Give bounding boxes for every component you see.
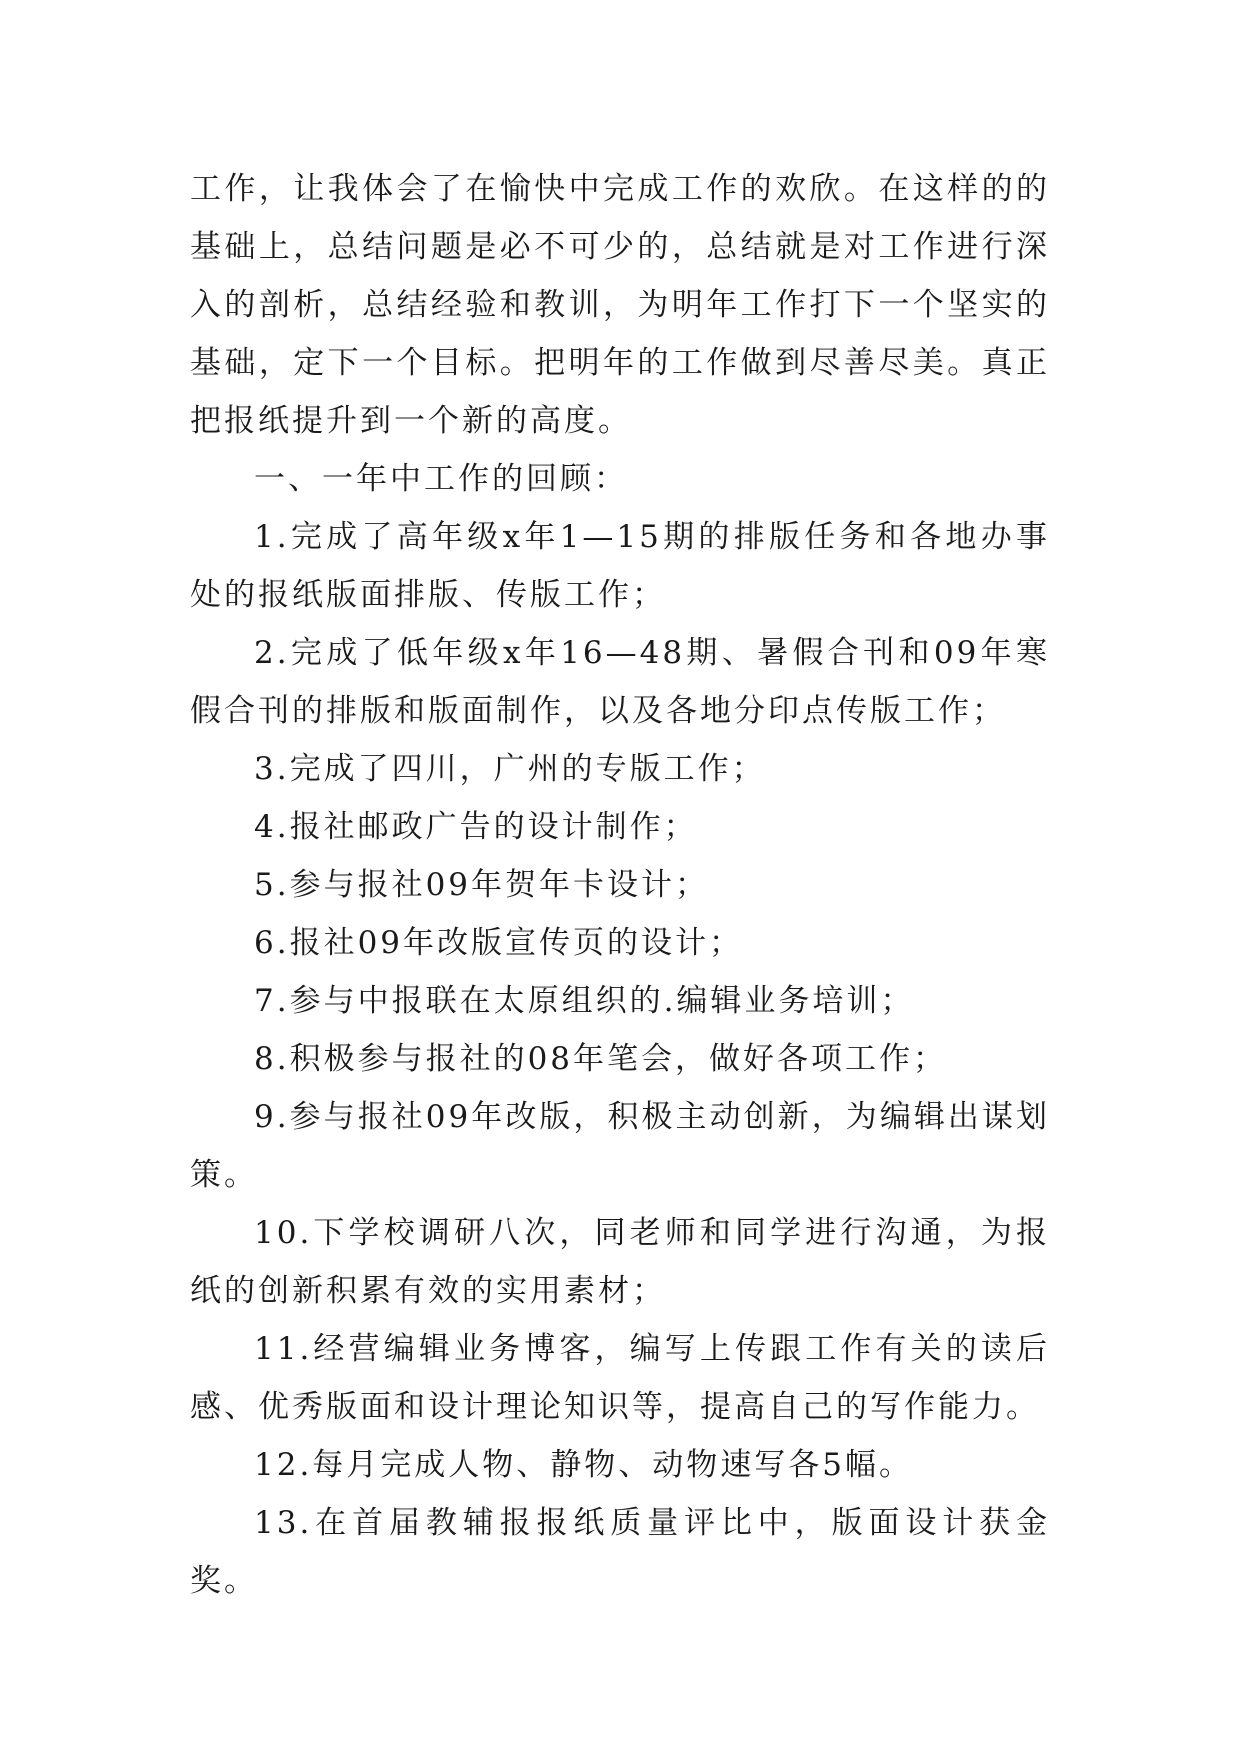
paragraph-intro: 工作，让我体会了在愉快中完成工作的欢欣。在这样的的基础上，总结问题是必不可少的，总结就是对工作进行深入的剖析，总结经验和教训，为明年工作打下一个坚实的基础，定下一个目标。把明年的工作做到尽善尽美。真正把报纸提升到一个新的高度。 — [190, 171, 1050, 439]
list-item: 5.参与报社09年贺年卡设计； — [254, 867, 710, 903]
list-item: 2.完成了低年级x年16—48期、暑假合刊和09年寒假合刊的排版和版面制作，以及各地分印点传版工作； — [190, 635, 1050, 729]
list-item: 12.每月完成人物、静物、动物速写各5幅。 — [254, 1447, 914, 1483]
list-item: 9.参与报社09年改版，积极主动创新，为编辑出谋划策。 — [190, 1099, 1050, 1193]
list-item: 13.在首届教辅报报纸质量评比中，版面设计获金奖。 — [190, 1505, 1050, 1599]
list-item: 1.完成了高年级x年1—15期的排版任务和各地办事处的报纸版面排版、传版工作； — [190, 519, 1050, 613]
list-item: 11.经营编辑业务博客，编写上传跟工作有关的读后感、优秀版面和设计理论知识等，提高自己的写作能力。 — [190, 1331, 1050, 1425]
list-item: 3.完成了四川，广州的专版工作； — [254, 751, 766, 787]
document-body — [190, 160, 1050, 1610]
list-item: 7.参与中报联在太原组织的.编辑业务培训； — [254, 983, 915, 1019]
list-item: 10.下学校调研八次，同老师和同学进行沟通，为报纸的创新积累有效的实用素材； — [190, 1215, 1050, 1309]
list-item: 6.报社09年改版宣传页的设计； — [254, 925, 744, 961]
list-item: 4.报社邮政广告的设计制作； — [254, 809, 698, 845]
list-item: 8.积极参与报社的08年笔会，做好各项工作； — [254, 1041, 948, 1077]
section-heading: 一、一年中工作的回顾： — [254, 461, 628, 497]
